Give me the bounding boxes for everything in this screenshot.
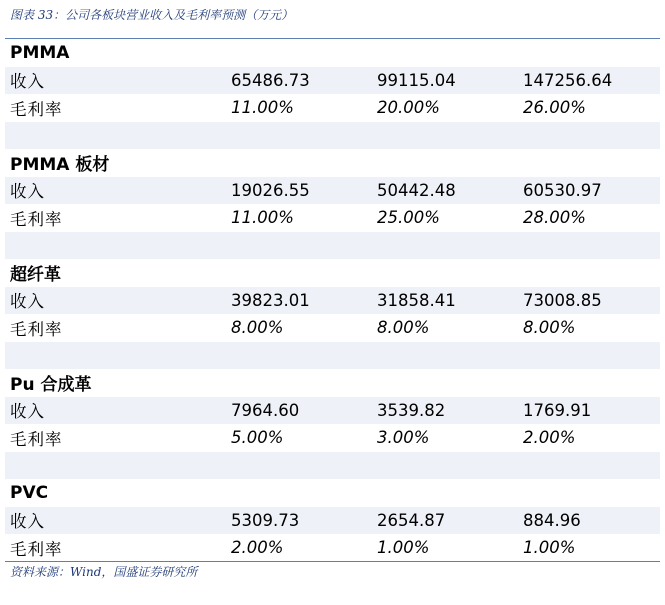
segment-name: Pu 合成革	[10, 375, 92, 396]
bottom-rule	[5, 561, 660, 562]
revenue-value: 39823.01	[231, 290, 310, 310]
revenue-value: 884.96	[523, 510, 581, 530]
revenue-label: 收入	[10, 292, 45, 312]
revenue-value: 147256.64	[523, 70, 613, 90]
margin-value: 2.00%	[231, 538, 284, 558]
revenue-value: 1769.91	[523, 400, 592, 420]
revenue-value: 7964.60	[231, 400, 300, 420]
segment-name: 超纤革	[10, 265, 61, 286]
revenue-value: 31858.41	[377, 290, 456, 310]
margin-label: 毛利率	[10, 539, 63, 559]
spacer-row	[5, 232, 660, 260]
margin-label: 毛利率	[10, 99, 63, 119]
source-note: 资料来源：Wind，国盛证券研究所	[10, 565, 198, 579]
spacer-row	[5, 122, 660, 150]
margin-value: 11.00%	[231, 208, 294, 228]
margin-row	[5, 424, 660, 452]
revenue-value: 60530.97	[523, 180, 602, 200]
margin-value: 28.00%	[523, 208, 586, 228]
revenue-row	[5, 507, 660, 535]
spacer-row	[5, 342, 660, 370]
segment-name: PMMA	[10, 42, 70, 63]
table-caption: 图表 33：公司各板块营业收入及毛利率预测（万元）	[10, 8, 294, 22]
forecast-table	[5, 39, 660, 562]
revenue-label: 收入	[10, 182, 45, 202]
margin-value: 26.00%	[523, 98, 586, 118]
revenue-row	[5, 67, 660, 95]
revenue-row	[5, 397, 660, 425]
margin-row	[5, 204, 660, 232]
segment-name: PMMA 板材	[10, 155, 110, 176]
margin-value: 8.00%	[231, 318, 284, 338]
segment-header-row	[5, 149, 660, 177]
segment-name: PVC	[10, 482, 49, 503]
margin-value: 8.00%	[377, 318, 430, 338]
revenue-label: 收入	[10, 402, 45, 422]
margin-value: 25.00%	[377, 208, 440, 228]
revenue-value: 2654.87	[377, 510, 446, 530]
margin-value: 1.00%	[523, 538, 576, 558]
segment-header-row	[5, 259, 660, 287]
revenue-label: 收入	[10, 512, 45, 532]
margin-row	[5, 534, 660, 562]
margin-row	[5, 94, 660, 122]
segment-header-row	[5, 479, 660, 507]
revenue-value: 99115.04	[377, 70, 456, 90]
margin-value: 3.00%	[377, 428, 430, 448]
margin-value: 11.00%	[231, 98, 294, 118]
segment-header-row	[5, 39, 660, 67]
revenue-label: 收入	[10, 72, 45, 92]
margin-value: 8.00%	[523, 318, 576, 338]
spacer-row	[5, 452, 660, 480]
revenue-value: 3539.82	[377, 400, 446, 420]
margin-value: 20.00%	[377, 98, 440, 118]
revenue-row	[5, 177, 660, 205]
margin-value: 5.00%	[231, 428, 284, 448]
margin-label: 毛利率	[10, 209, 63, 229]
margin-label: 毛利率	[10, 319, 63, 339]
margin-label: 毛利率	[10, 429, 63, 449]
revenue-value: 73008.85	[523, 290, 602, 310]
revenue-value: 50442.48	[377, 180, 456, 200]
revenue-row	[5, 287, 660, 315]
margin-value: 1.00%	[377, 538, 430, 558]
revenue-value: 19026.55	[231, 180, 310, 200]
margin-value: 2.00%	[523, 428, 576, 448]
segment-header-row	[5, 369, 660, 397]
revenue-value: 5309.73	[231, 510, 300, 530]
revenue-value: 65486.73	[231, 70, 310, 90]
margin-row	[5, 314, 660, 342]
